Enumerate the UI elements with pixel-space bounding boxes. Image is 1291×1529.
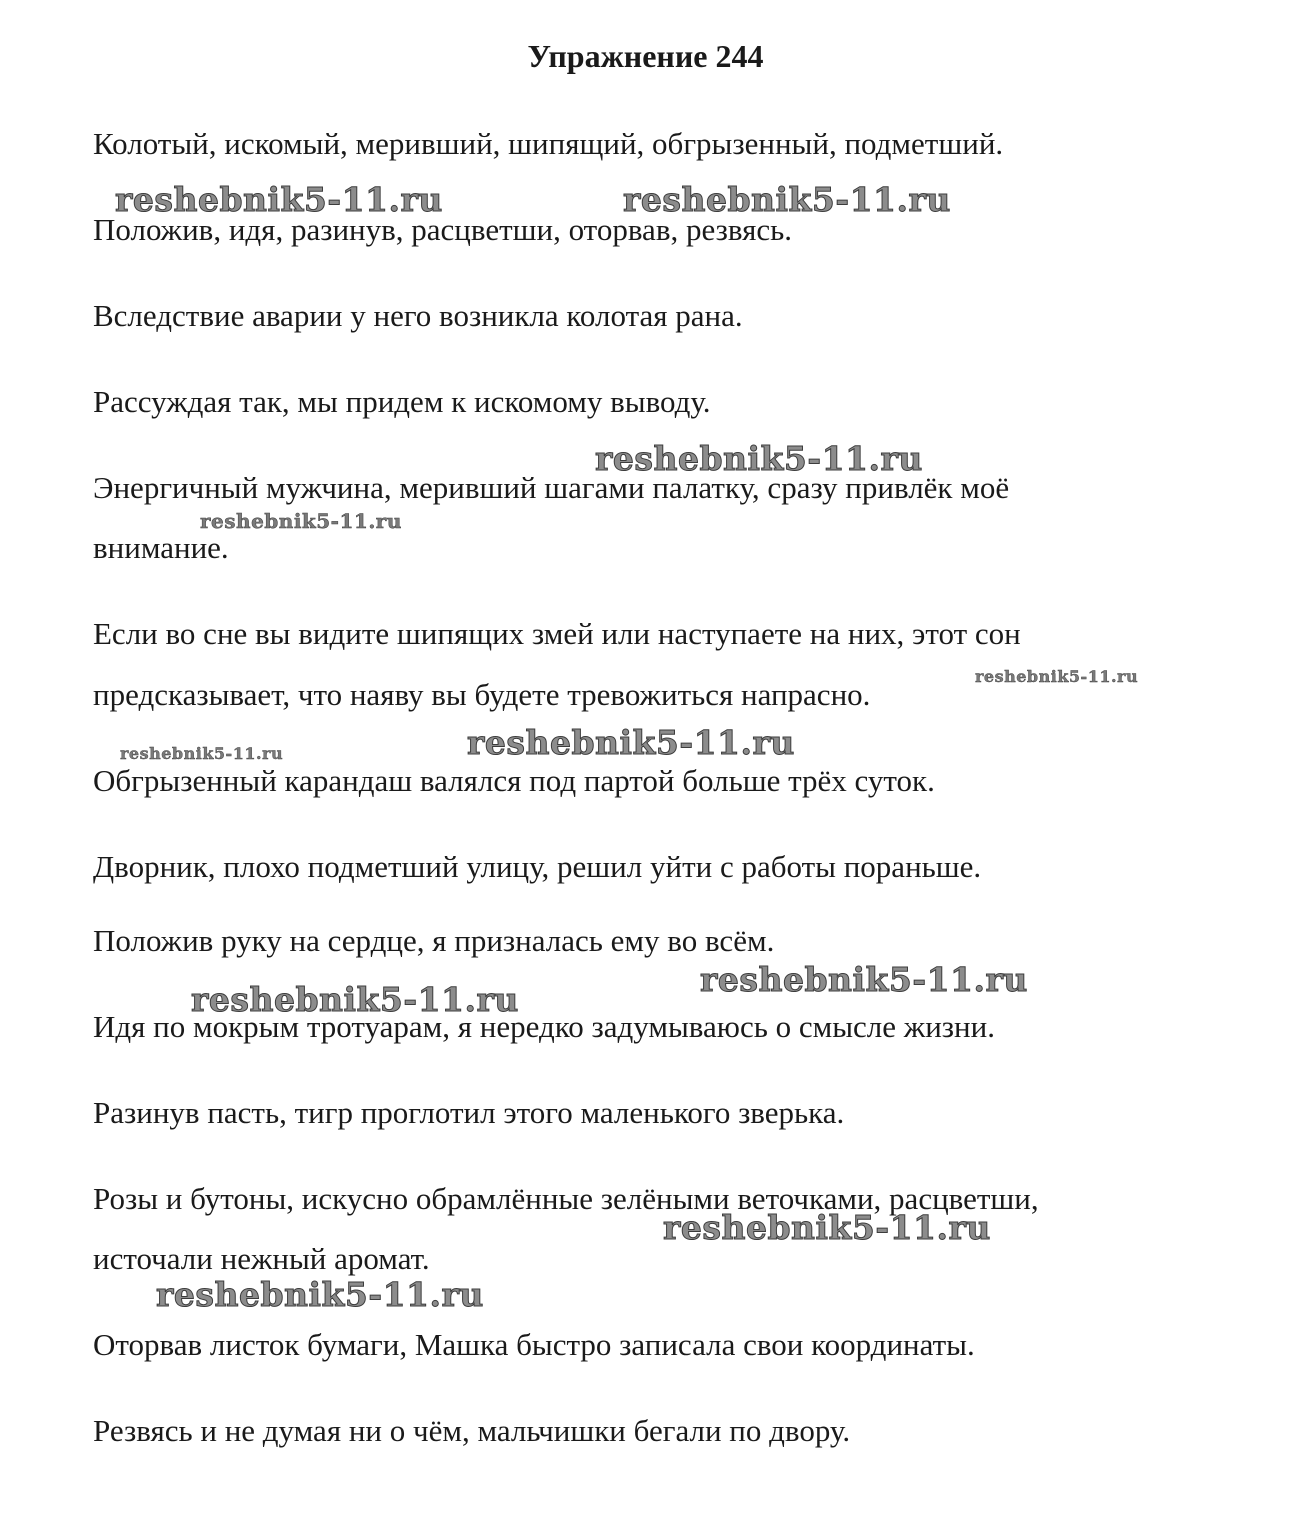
watermark: reshebnik5-11.ru — [156, 1275, 484, 1314]
page-title: Упражнение 244 — [527, 38, 764, 74]
text-line-3: Вследствие аварии у него возникла колотая рана. — [93, 298, 743, 333]
text-line-17: Резвясь и не думая ни о чём, мальчишки бегали по двору. — [93, 1413, 851, 1448]
watermark: reshebnik5-11.ru — [663, 1208, 991, 1247]
text-line-14: Розы и бутоны, искусно обрамлённые зелёными веточками, расцветши, — [93, 1181, 1039, 1216]
text-line-10: Дворник, плохо подметший улицу, решил уйти с работы пораньше. — [93, 849, 982, 884]
text-line-11: Положив руку на сердце, я призналась ему во всём. — [93, 923, 775, 958]
watermark: reshebnik5-11.ru — [120, 744, 284, 763]
text-line-12: Идя по мокрым тротуарам, я нередко задумываюсь о смысле жизни. — [93, 1009, 995, 1044]
text-line-13: Разинув пасть, тигр проглотил этого маленького зверька. — [93, 1095, 845, 1130]
watermark: reshebnik5-11.ru — [200, 509, 402, 533]
text-line-6: внимание. — [93, 530, 229, 565]
watermark: reshebnik5-11.ru — [700, 960, 1028, 999]
text-line-15: источали нежный аромат. — [93, 1241, 430, 1276]
text-line-7: Если во сне вы видите шипящих змей или наступаете на них, этот сон — [93, 616, 1021, 651]
watermark: reshebnik5-11.ru — [191, 980, 519, 1019]
text-line-1: Колотый, искомый, меривший, шипящий, обгрызенный, подметший. — [93, 126, 1004, 161]
watermark: reshebnik5-11.ru — [975, 667, 1139, 686]
text-line-4: Рассуждая так, мы придем к искомому выводу. — [93, 384, 711, 419]
text-line-5: Энергичный мужчина, меривший шагами палатку, сразу привлёк моё — [93, 470, 1010, 505]
text-line-8: предсказывает, что наяву вы будете тревожиться напрасно. — [93, 677, 871, 712]
watermark: reshebnik5-11.ru — [467, 723, 795, 762]
text-line-16: Оторвав листок бумаги, Машка быстро записала свои координаты. — [93, 1327, 975, 1362]
watermark: reshebnik5-11.ru — [595, 439, 923, 478]
watermark: reshebnik5-11.ru — [115, 180, 443, 219]
text-line-9: Обгрызенный карандаш валялся под партой больше трёх суток. — [93, 763, 935, 798]
watermark: reshebnik5-11.ru — [623, 180, 951, 219]
text-line-2: Положив, идя, разинув, расцветши, оторвав, резвясь. — [93, 212, 792, 247]
